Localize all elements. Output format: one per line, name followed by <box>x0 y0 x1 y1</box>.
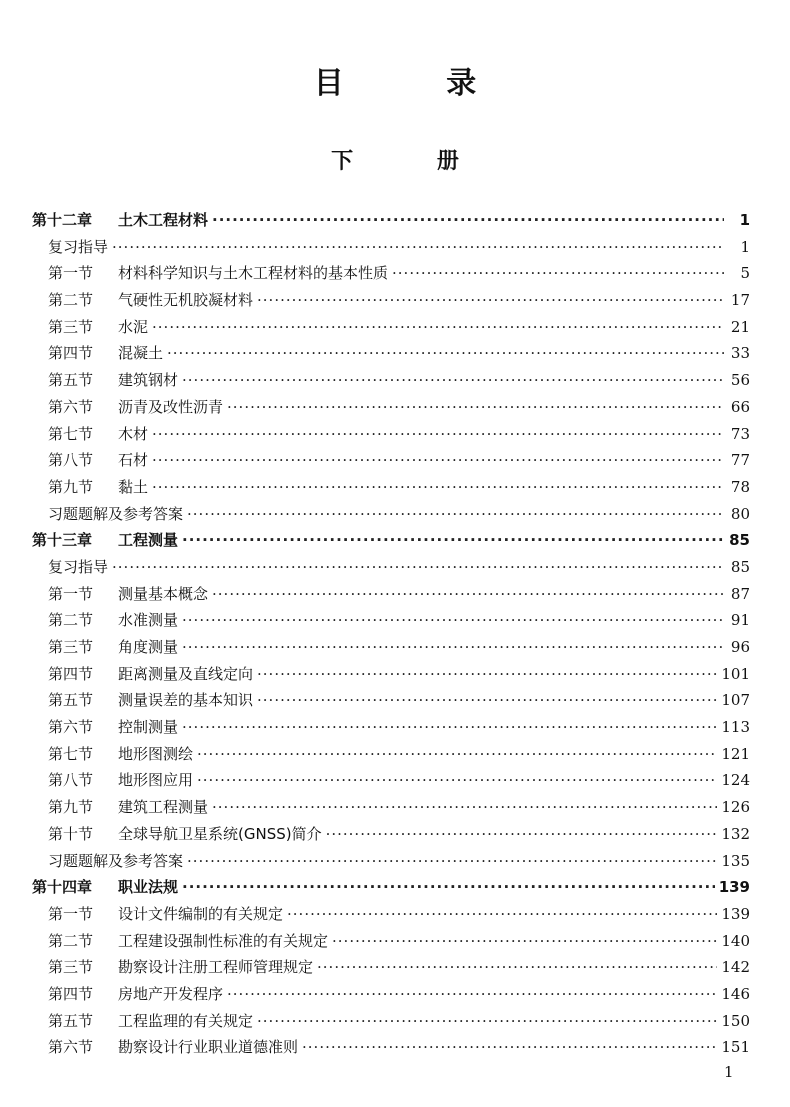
dot-leader <box>227 394 724 421</box>
entry-page-number: 150 <box>721 1011 750 1030</box>
entry-title: 复习指导 <box>48 237 109 256</box>
toc-section-entry <box>32 474 750 501</box>
entry-page-number: 73 <box>730 424 750 443</box>
entry-page-number: 151 <box>721 1038 750 1057</box>
toc-section-entry <box>32 394 750 421</box>
dot-leader <box>287 901 717 928</box>
dot-leader <box>167 340 724 367</box>
entry-number: 第十二章 <box>32 211 93 229</box>
toc-section-entry <box>32 821 750 848</box>
entry-page-number: 140 <box>721 931 750 950</box>
toc-section-entry <box>32 1008 750 1035</box>
entry-title: 房地产开发程序 <box>118 984 224 1003</box>
toc-section-entry <box>32 687 750 714</box>
toc-guide-entry <box>32 848 750 875</box>
entry-title: 建筑钢材 <box>118 371 179 390</box>
dot-leader <box>302 1034 717 1061</box>
entry-page-number: 101 <box>721 664 750 683</box>
entry-number: 第十节 <box>48 824 94 843</box>
dot-leader <box>152 314 724 341</box>
entry-page-number: 78 <box>730 477 750 496</box>
dot-leader <box>187 848 717 875</box>
toc-chapter-entry <box>32 874 750 901</box>
entry-title: 习题题解及参考答案 <box>48 504 184 523</box>
entry-title: 地形图应用 <box>118 771 194 790</box>
entry-page-number: 5 <box>740 264 750 283</box>
toc-section-entry <box>32 741 750 768</box>
entry-title: 角度测量 <box>118 638 179 656</box>
dot-leader <box>257 661 717 688</box>
entry-page-number: 96 <box>730 638 750 656</box>
entry-page-number: 66 <box>730 397 750 416</box>
entry-number: 第七节 <box>48 744 94 763</box>
entry-title: 勘察设计注册工程师管理规定 <box>118 958 314 977</box>
entry-number: 第五节 <box>48 691 94 710</box>
dot-leader <box>197 767 717 794</box>
dot-leader <box>182 714 717 741</box>
toc-section-entry <box>32 581 750 608</box>
entry-page-number: 121 <box>721 744 750 763</box>
toc-section-entry <box>32 634 750 661</box>
dot-leader <box>326 821 718 848</box>
entry-page-number: 142 <box>721 958 750 977</box>
entry-title: 勘察设计行业职业道德准则 <box>118 1038 299 1057</box>
entry-title: 水准测量 <box>118 611 179 630</box>
dot-leader <box>317 954 717 981</box>
entry-page-number: 91 <box>730 611 750 630</box>
entry-title: 工程监理的有关规定 <box>118 1011 254 1030</box>
entry-title: 混凝土 <box>118 344 164 363</box>
entry-title: 材料科学知识与土木工程材料的基本性质 <box>118 264 389 283</box>
dot-leader <box>212 794 717 821</box>
dot-leader <box>182 607 724 634</box>
dot-leader <box>182 527 724 554</box>
entry-page-number: 107 <box>721 691 750 710</box>
toc-chapter-entry <box>32 527 750 554</box>
dot-leader <box>182 367 724 394</box>
toc-guide-entry <box>32 501 750 528</box>
entry-title: 木材 <box>118 424 149 443</box>
toc-section-entry <box>32 661 750 688</box>
entry-page-number: 1 <box>740 237 750 256</box>
toc-section-entry <box>32 1034 750 1061</box>
toc-section-entry <box>32 421 750 448</box>
entry-page-number: 124 <box>721 771 750 790</box>
entry-number: 第五节 <box>48 371 94 390</box>
dot-leader <box>257 287 724 314</box>
toc-section-entry <box>32 447 750 474</box>
entry-page-number: 85 <box>730 557 750 576</box>
entry-page-number: 85 <box>729 531 750 550</box>
entry-title: 测量基本概念 <box>118 584 209 603</box>
dot-leader <box>257 1008 717 1035</box>
entry-page-number: 77 <box>730 451 750 470</box>
entry-title: 工程测量 <box>118 531 179 550</box>
entry-number: 第六节 <box>48 718 94 737</box>
entry-number: 第八节 <box>48 451 94 470</box>
dot-leader <box>197 741 717 768</box>
dot-leader <box>212 207 724 234</box>
entry-page-number: 56 <box>730 371 750 390</box>
entry-title: 设计文件编制的有关规定 <box>118 904 284 923</box>
table-of-contents <box>32 207 750 1061</box>
entry-page-number: 126 <box>721 798 750 817</box>
entry-number: 第二节 <box>48 611 94 630</box>
toc-section-entry <box>32 287 750 314</box>
entry-title: 控制测量 <box>118 718 179 737</box>
toc-section-entry <box>32 607 750 634</box>
entry-number: 第五节 <box>48 1011 94 1030</box>
dot-leader <box>227 981 717 1008</box>
entry-page-number: 33 <box>730 344 750 363</box>
entry-title: 水泥 <box>118 317 149 336</box>
entry-page-number: 113 <box>721 718 750 737</box>
dot-leader <box>187 501 724 528</box>
dot-leader <box>392 260 724 287</box>
entry-title: 距离测量及直线定向 <box>118 664 254 683</box>
toc-section-entry <box>32 794 750 821</box>
dot-leader <box>112 554 724 581</box>
entry-number: 第三节 <box>48 317 94 336</box>
entry-page-number: 17 <box>730 291 750 310</box>
entry-title: 职业法规 <box>118 878 179 897</box>
entry-page-number: 80 <box>730 504 750 523</box>
entry-number: 第七节 <box>48 424 94 443</box>
toc-guide-entry <box>32 554 750 581</box>
entry-page-number: 132 <box>721 824 750 843</box>
dot-leader <box>112 234 724 261</box>
entry-title: 沥青及改性沥青 <box>118 397 224 416</box>
entry-title: 习题题解及参考答案 <box>48 851 184 870</box>
dot-leader <box>152 421 724 448</box>
entry-page-number: 139 <box>718 878 750 897</box>
entry-number: 第四节 <box>48 344 94 363</box>
entry-title: 黏土 <box>118 477 149 496</box>
entry-page-number: 146 <box>721 984 750 1003</box>
toc-section-entry <box>32 314 750 341</box>
toc-section-entry <box>32 340 750 367</box>
toc-section-entry <box>32 767 750 794</box>
toc-section-entry <box>32 714 750 741</box>
dot-leader <box>152 474 724 501</box>
entry-page-number: 1 <box>739 211 750 229</box>
dot-leader <box>332 928 717 955</box>
entry-page-number: 21 <box>730 317 750 336</box>
toc-guide-entry <box>32 234 750 261</box>
dot-leader <box>182 874 715 901</box>
entry-title: 建筑工程测量 <box>118 798 209 817</box>
volume-title: 下 册 <box>331 149 497 174</box>
toc-section-entry <box>32 954 750 981</box>
entry-number: 第四节 <box>48 984 94 1003</box>
entry-number: 第一节 <box>48 904 94 923</box>
dot-leader <box>212 581 724 608</box>
entry-title: 复习指导 <box>48 557 109 576</box>
entry-number: 第一节 <box>48 264 94 283</box>
entry-title: 土木工程材料 <box>118 211 209 229</box>
entry-title: 气硬性无机胶凝材料 <box>118 291 254 310</box>
entry-number: 第八节 <box>48 771 94 790</box>
entry-number: 第二节 <box>48 931 94 950</box>
entry-number: 第九节 <box>48 798 94 817</box>
entry-number: 第四节 <box>48 664 94 683</box>
entry-number: 第二节 <box>48 291 94 310</box>
toc-section-entry <box>32 928 750 955</box>
entry-number: 第九节 <box>48 477 94 496</box>
dot-leader <box>182 634 724 661</box>
entry-page-number: 87 <box>730 584 750 603</box>
entry-title: 石材 <box>118 451 149 470</box>
entry-number: 第六节 <box>48 1038 94 1057</box>
dot-leader <box>152 447 724 474</box>
entry-number: 第一节 <box>48 584 94 603</box>
page-number: 1 <box>724 1063 734 1081</box>
toc-section-entry <box>32 901 750 928</box>
entry-number: 第十四章 <box>32 878 93 897</box>
toc-section-entry <box>32 981 750 1008</box>
entry-title: 地形图测绘 <box>118 744 194 763</box>
entry-title: 全球导航卫星系统(GNSS)简介 <box>118 824 322 843</box>
entry-number: 第三节 <box>48 638 94 656</box>
toc-section-entry <box>32 367 750 394</box>
entry-number: 第三节 <box>48 958 94 977</box>
toc-section-entry <box>32 260 750 287</box>
entry-page-number: 139 <box>721 904 750 923</box>
toc-chapter-entry <box>32 207 750 234</box>
entry-number: 第十三章 <box>32 531 93 550</box>
entry-number: 第六节 <box>48 397 94 416</box>
entry-title: 测量误差的基本知识 <box>118 691 254 710</box>
entry-page-number: 135 <box>721 851 750 870</box>
page-title: 目 录 <box>313 66 523 101</box>
dot-leader <box>257 687 717 714</box>
entry-title: 工程建设强制性标准的有关规定 <box>118 931 329 950</box>
